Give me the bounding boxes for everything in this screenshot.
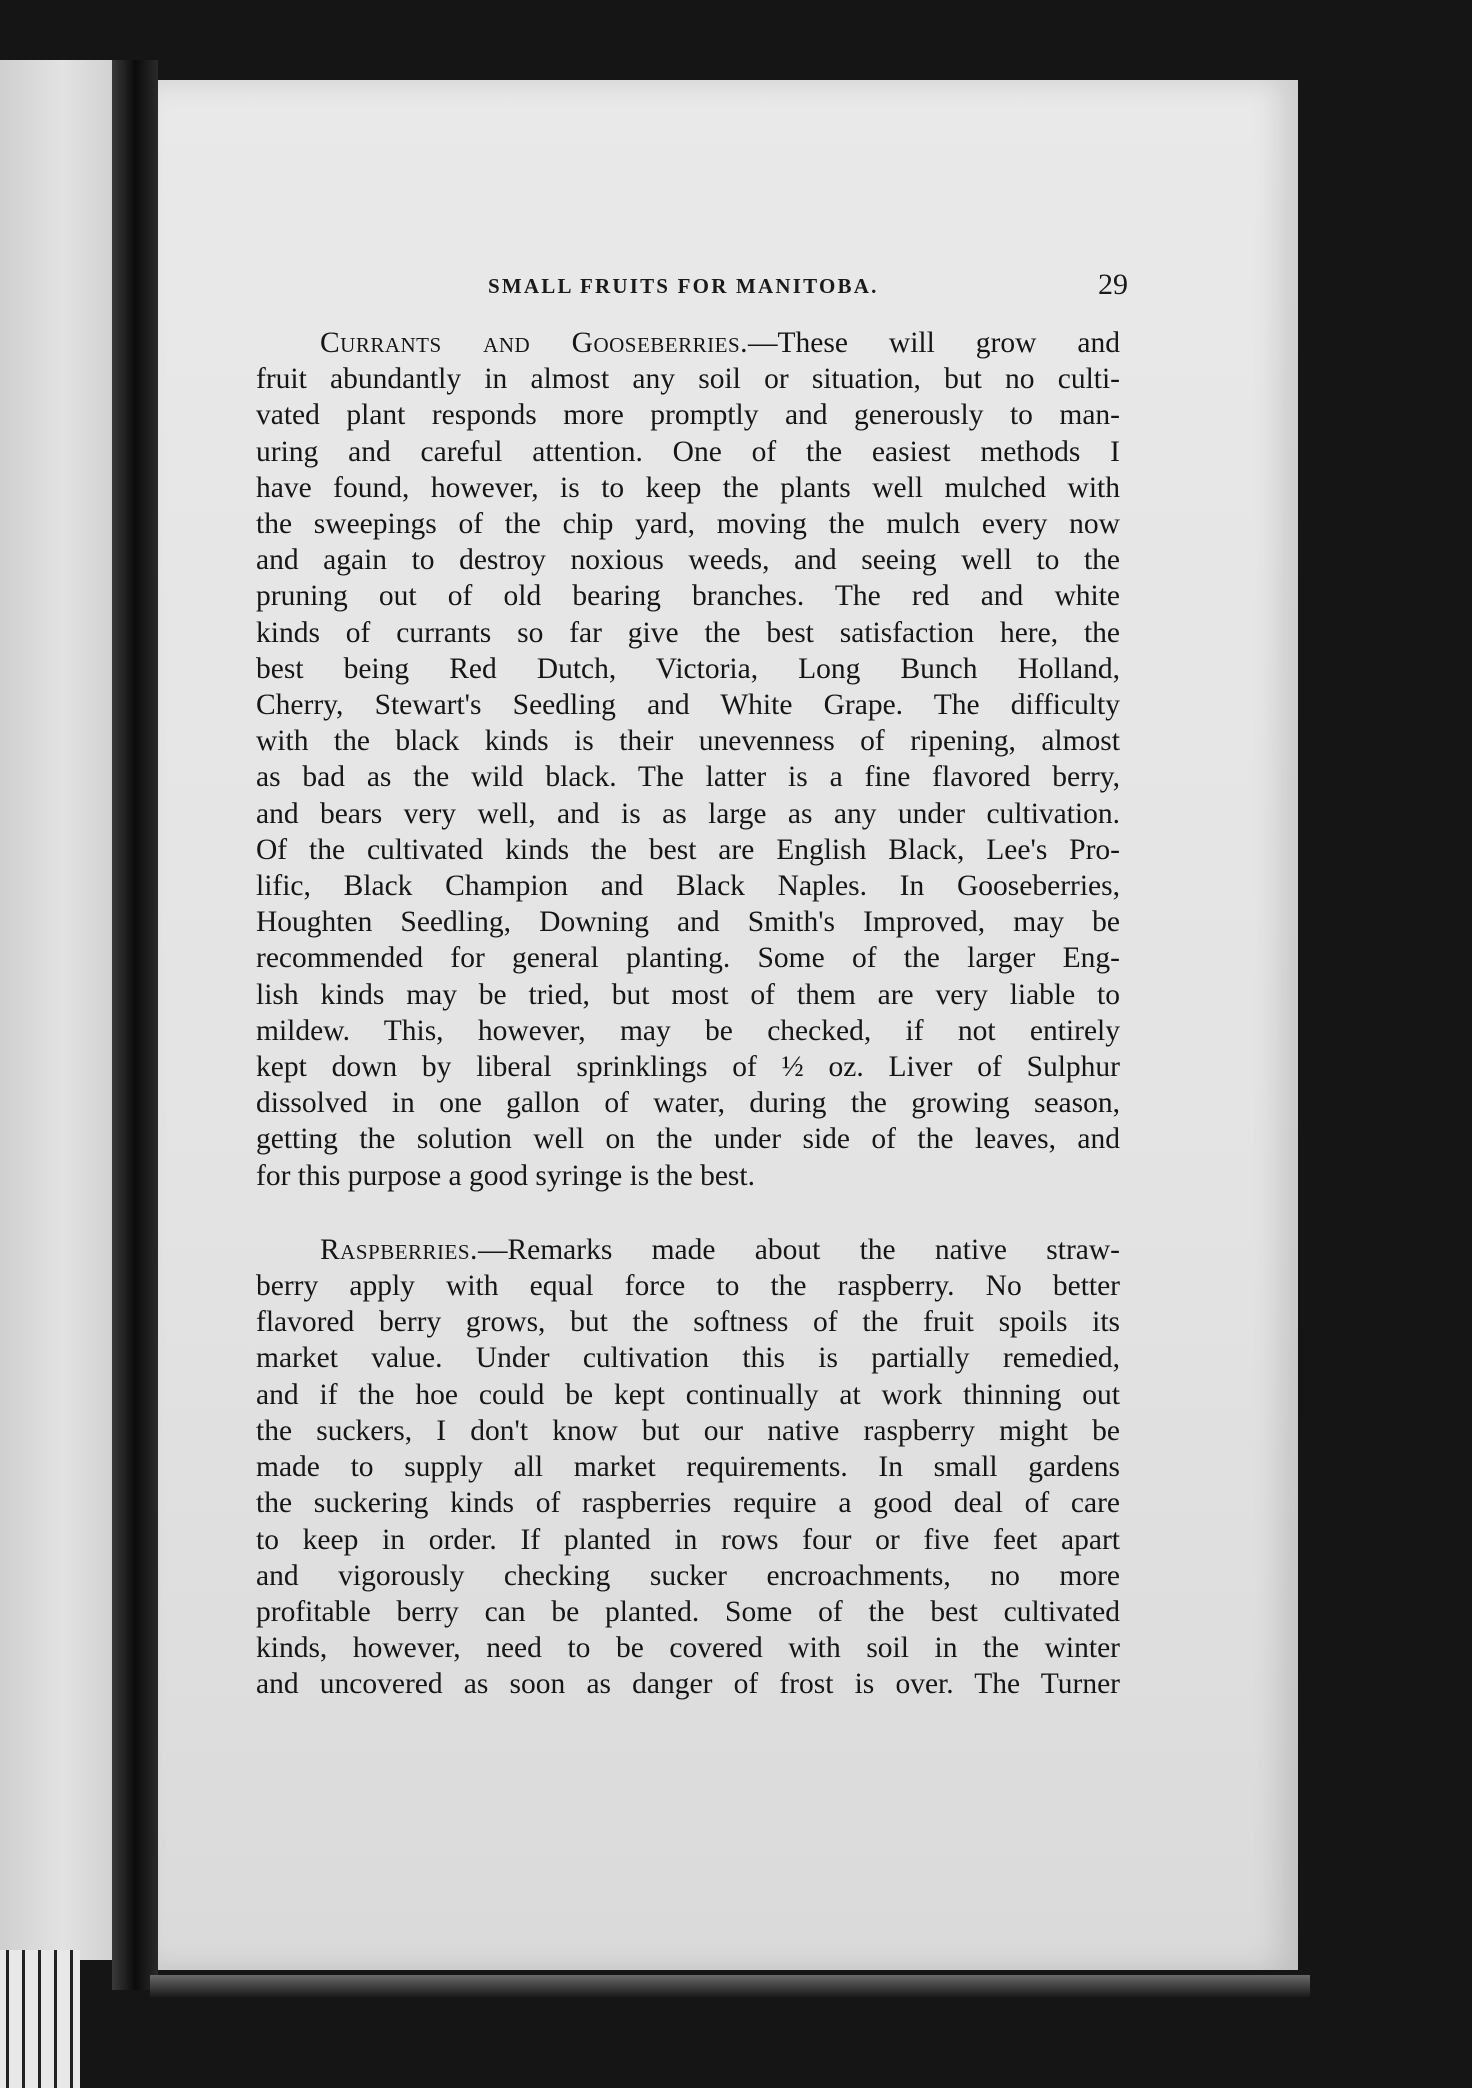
paragraph-spacer: [256, 1194, 1120, 1232]
text-line: to keep in order. If planted in rows four or five feet apart: [256, 1523, 1120, 1556]
text-line: berry apply with equal force to the raspberry. No better: [256, 1270, 1120, 1303]
text-line: market value. Under cultivation this is partially remedied,: [256, 1342, 1120, 1375]
text-line: lish kinds may be tried, but most of them are very liable to: [256, 978, 1120, 1011]
text-line: and again to destroy noxious weeds, and seeing well to the: [256, 544, 1120, 577]
text-line: and if the hoe could be kept continually at work thinning out: [256, 1378, 1120, 1411]
text-line: the suckering kinds of raspberries require a good deal of care: [256, 1487, 1120, 1520]
book-spine-gutter: [112, 60, 158, 1990]
text-line: getting the solution well on the under side of the leaves, and: [256, 1123, 1120, 1156]
text-line: Currants and Gooseberries.—These will grow and: [320, 327, 1120, 359]
text-line: fruit abundantly in almost any soil or situation, but no culti-: [256, 363, 1120, 396]
text-line: made to supply all market requirements. In small gardens: [256, 1451, 1120, 1484]
page-number: 29: [1098, 268, 1128, 301]
text-line: kinds, however, need to be covered with soil in the winter: [256, 1632, 1120, 1665]
text-line: lific, Black Champion and Black Naples. In Gooseberries,: [256, 870, 1120, 903]
text-line: pruning out of old bearing branches. The red and white: [256, 580, 1120, 613]
facing-page-edge: [0, 60, 112, 1960]
text-line: have found, however, is to keep the plants well mulched with: [256, 471, 1120, 504]
text-line: mildew. This, however, may be checked, if not entirely: [256, 1014, 1120, 1047]
text-line: and bears very well, and is as large as any under cultivation.: [256, 797, 1120, 830]
text-line: dissolved in one gallon of water, during the growing season,: [256, 1087, 1120, 1120]
text-line: with the black kinds is their unevenness of ripening, almost: [256, 725, 1120, 758]
text-line: uring and careful attention. One of the easiest methods I: [256, 435, 1120, 468]
text-line: Raspberries.—Remarks made about the native straw-: [320, 1233, 1120, 1266]
text-line: kept down by liberal sprinklings of ½ oz. Liver of Sulphur: [256, 1051, 1120, 1084]
paragraph-heading: Currants and Gooseberries.: [320, 327, 749, 359]
text-line: vated plant responds more promptly and generously to man-: [256, 399, 1120, 432]
text-line: flavored berry grows, but the softness of the fruit spoils its: [256, 1306, 1120, 1339]
page-header: [248, 268, 1128, 308]
text-line: the sweepings of the chip yard, moving the mulch every now: [256, 508, 1120, 541]
text-line: Cherry, Stewart's Seedling and White Grape. The difficulty: [256, 689, 1120, 722]
text-line: for this purpose a good syringe is the best.: [256, 1159, 755, 1192]
text-line: Houghten Seedling, Downing and Smith's Improved, may be: [256, 906, 1120, 939]
page-body: [256, 325, 1120, 1703]
text-line: kinds of currants so far give the best satisfaction here, the: [256, 616, 1120, 649]
text-line: the suckers, I don't know but our native raspberry might be: [256, 1414, 1120, 1447]
page-bottom-shadow: [150, 1975, 1310, 1997]
text-line: profitable berry can be planted. Some of the best cultivated: [256, 1595, 1120, 1628]
text-line: best being Red Dutch, Victoria, Long Bunch Holland,: [256, 652, 1120, 685]
running-head: SMALL FRUITS FOR MANITOBA.: [488, 274, 879, 298]
text-line: and uncovered as soon as danger of frost is over. The Turner: [256, 1668, 1120, 1701]
text-line: and vigorously checking sucker encroachments, no more: [256, 1559, 1120, 1592]
paragraph-raspberries: [256, 1232, 1120, 1703]
text-line: recommended for general planting. Some of the larger Eng-: [256, 942, 1120, 975]
paragraph-currants-gooseberries: [256, 325, 1120, 1194]
text-line: Of the cultivated kinds the best are English Black, Lee's Pro-: [256, 833, 1120, 866]
text-line: as bad as the wild black. The latter is a fine flavored berry,: [256, 761, 1120, 794]
facing-page-bottom-edge: [0, 1950, 80, 2088]
paragraph-heading: Raspberries.: [320, 1233, 478, 1266]
